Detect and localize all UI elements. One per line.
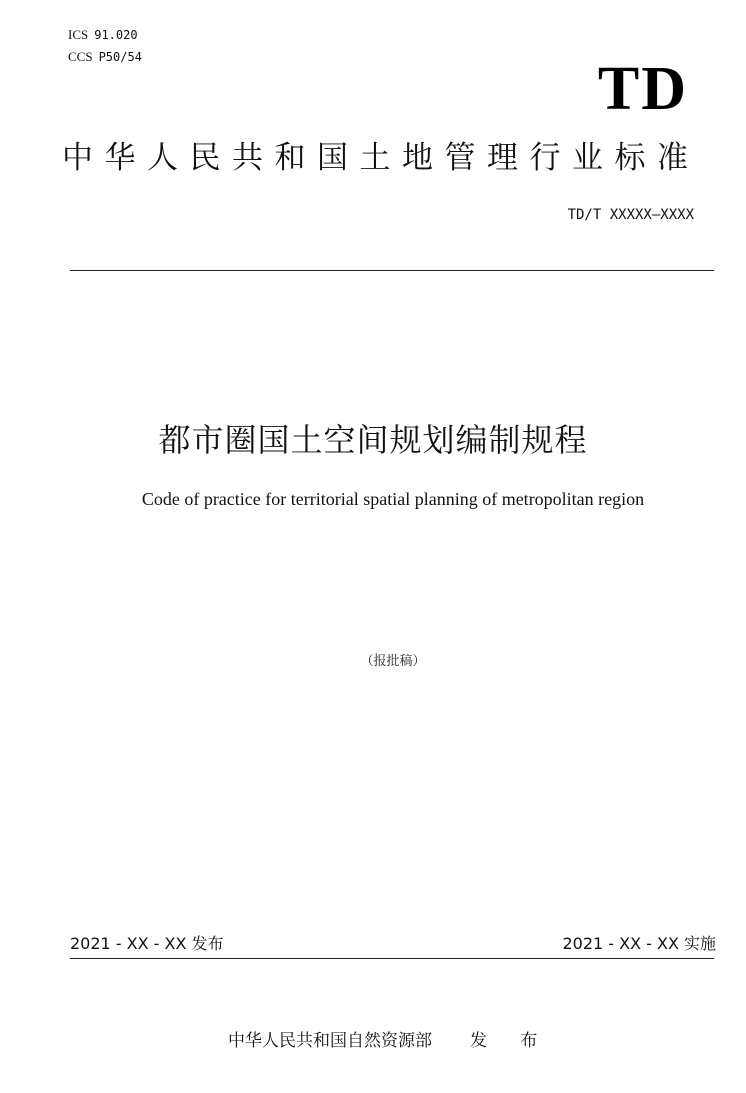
ics-code xyxy=(68,24,142,46)
bottom-divider xyxy=(70,958,714,959)
ccs-label: CCS xyxy=(68,49,93,64)
publish-action: 发 布 xyxy=(470,1031,552,1051)
document-title-chinese: 都市圈国土空间规划编制规程 xyxy=(158,421,588,459)
publisher-line xyxy=(228,1028,551,1054)
implement-date: 2021 - XX - XX 实施 xyxy=(562,934,716,953)
issue-date: 2021 - XX - XX 发布 xyxy=(70,934,224,953)
ccs-code xyxy=(68,46,142,68)
classification-codes xyxy=(68,24,142,68)
td-logo: TD xyxy=(597,55,688,123)
draft-status: （报批稿） xyxy=(360,654,426,669)
ccs-value: P50/54 xyxy=(98,50,142,64)
standard-number: TD/T XXXXX—XXXX xyxy=(567,207,694,223)
industry-standard-title: 中华人民共和国土地管理行业标准 xyxy=(62,140,700,176)
publisher-name: 中华人民共和国自然资源部 xyxy=(228,1031,432,1051)
ics-value: 91.020 xyxy=(94,28,138,42)
ics-label: ICS xyxy=(68,27,89,42)
document-title-english: Code of practice for territorial spatial planning of metropolitan region xyxy=(141,489,645,509)
top-divider xyxy=(70,270,714,271)
